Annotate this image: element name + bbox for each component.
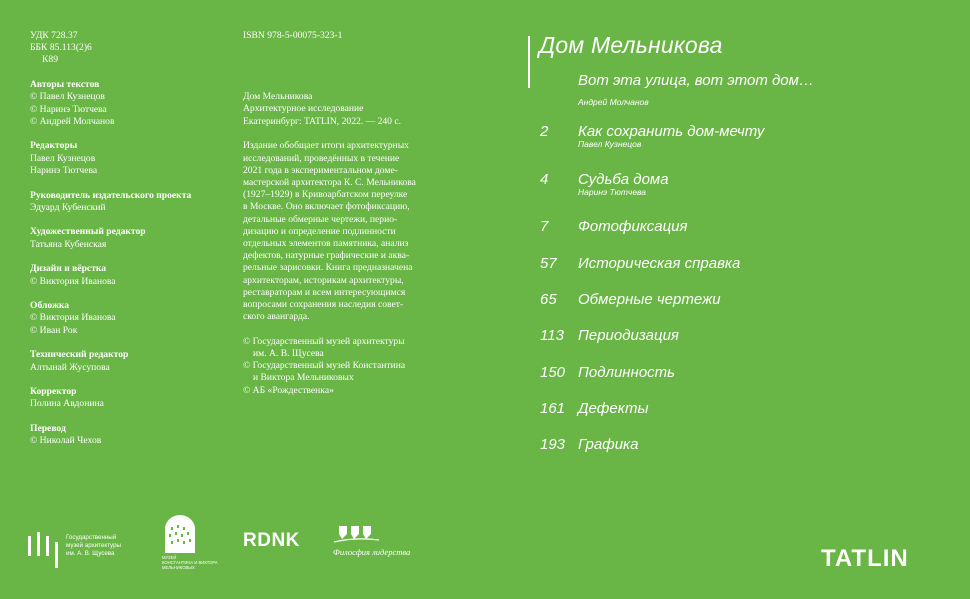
toc-entry-title: Как сохранить дом-мечту	[578, 123, 765, 140]
melnikov-logo-text	[162, 555, 218, 570]
annotation-line: отдельных элементов памятника, анализ	[243, 237, 409, 249]
credit-name: © Наринэ Тютчева	[30, 103, 107, 115]
copyright-block	[243, 336, 458, 397]
toc-entry-title: Периодизация	[578, 327, 679, 344]
toc-book-title: Дом Мельникова	[539, 32, 723, 58]
museum-logo-text	[66, 534, 121, 558]
copyright-line: и Виктора Мельниковых	[253, 372, 354, 384]
annotation-line: 2021 года в экспериментальном доме-	[243, 164, 398, 176]
toc-entry-title: Фотофиксация	[578, 218, 688, 235]
annotation-line: мастерской архитектора К. С. Мельникова	[243, 176, 416, 188]
annotation-line: дефектов, натурные графические и аква-	[243, 250, 410, 262]
toc-entry-author: Наринэ Тютчева	[578, 187, 647, 197]
credit-group	[30, 140, 220, 177]
credit-group	[30, 190, 220, 214]
author-mark: К89	[42, 54, 58, 66]
rdnk-logo: RDNK	[243, 530, 300, 551]
annotation-line: (1927–1929) в Кривоарбатском переулке	[243, 189, 408, 201]
annotation-line: в Москве. Оно включает фотофиксацию,	[243, 201, 410, 213]
credit-group	[30, 226, 220, 250]
credit-heading: Технический редактор	[30, 349, 129, 361]
toc-page-number: 57	[540, 255, 557, 272]
annotation-line: архитекторам, историкам архитектуры,	[243, 274, 404, 286]
toc-entry	[540, 436, 950, 460]
credit-name: Наринэ Тютчева	[30, 164, 98, 176]
museum-logo-line: им. А. В. Щусева	[66, 550, 115, 557]
credit-group	[30, 263, 220, 287]
annotation-line: Издание обобщает итоги архитектурных	[243, 140, 409, 152]
credit-group	[30, 300, 220, 337]
credit-heading: Перевод	[30, 423, 66, 435]
toc-page-number: 2	[540, 123, 549, 140]
melnikov-museum-logo	[162, 515, 222, 575]
toc-entry	[540, 327, 950, 351]
toc-page-number: 4	[540, 171, 549, 188]
imprint-publication: Екатеринбург: TATLIN, 2022. — 240 с.	[243, 115, 402, 127]
annotation-line: дизацию и определение подлинности	[243, 225, 396, 237]
credit-name: © Андрей Молчанов	[30, 115, 115, 127]
toc-page-number: 7	[540, 218, 549, 235]
credit-name: Полина Авдонина	[30, 398, 104, 410]
udk-code: УДК 728.37	[30, 30, 78, 41]
melnikov-house-icon	[162, 515, 198, 553]
toc-entry-author: Андрей Молчанов	[578, 97, 649, 107]
toc-entry	[540, 123, 950, 147]
imprint-title: Дом Мельникова	[243, 91, 313, 103]
toc-page-number: 193	[540, 436, 566, 453]
credit-name: Эдуард Кубенский	[30, 201, 106, 213]
toc-entry	[540, 171, 950, 195]
copyright-line: © Государственный музей Константина	[243, 360, 406, 372]
credit-group	[30, 79, 220, 128]
credit-heading: Авторы текстов	[30, 79, 100, 91]
credit-heading: Художественный редактор	[30, 226, 146, 238]
annotation-line: реставраторам и всем интересующимся	[243, 286, 406, 298]
toc-entry	[540, 218, 950, 242]
credit-name: © Николай Чехов	[30, 435, 102, 447]
toc-entry-title: Вот эта улица, вот этот дом…	[578, 72, 814, 89]
lsr-mark-icon	[333, 523, 383, 545]
copyright-line: © АБ «Рождественка»	[243, 384, 334, 396]
annotation-line: рельные зарисовки. Книга предназначена	[243, 262, 413, 274]
toc-entry	[540, 291, 950, 315]
melnikov-logo-line: МУЗЕЙ	[162, 555, 177, 560]
credit-list	[30, 79, 220, 447]
credit-heading: Дизайн и вёрстка	[30, 263, 107, 275]
toc-entry-author: Павел Кузнецов	[578, 139, 642, 149]
toc-entry	[540, 255, 950, 279]
museum-mark-icon	[28, 532, 64, 570]
credit-name: © Павел Кузнецов	[30, 91, 105, 103]
imprint-subtitle: Архитектурное исследование	[243, 103, 364, 115]
isbn: ISBN 978-5-00075-323-1	[243, 30, 343, 41]
credit-name: Павел Кузнецов	[30, 152, 96, 164]
credit-heading: Корректор	[30, 386, 77, 398]
credit-name: Алтынай Жусупова	[30, 361, 110, 373]
imprint-column	[243, 30, 458, 397]
bbk-code: ББК 85.113(2)6	[30, 42, 92, 54]
credit-name: © Иван Рок	[30, 324, 78, 336]
annotation-line: исследований, проведённых в течение	[243, 152, 400, 164]
toc-entry-title: Обмерные чертежи	[578, 291, 721, 308]
tatlin-logo: TATLIN	[821, 545, 909, 572]
credits-column	[30, 30, 220, 448]
toc-page-number: 113	[540, 327, 564, 344]
credit-name: © Виктория Иванова	[30, 275, 116, 287]
toc-entry	[540, 364, 950, 388]
toc-entry-title: Подлинность	[578, 364, 676, 381]
toc-page-number: 150	[540, 364, 566, 381]
toc-page-number: 161	[540, 400, 566, 417]
annotation-line: вопросами сохранения наследия совет-	[243, 298, 404, 310]
credit-name: © Виктория Иванова	[30, 312, 116, 324]
museum-logo-line: Государственный	[66, 534, 117, 541]
credit-heading: Редакторы	[30, 140, 78, 152]
credit-group	[30, 386, 220, 410]
lsr-slogan: Филосфия лидерства	[333, 547, 411, 557]
credit-group	[30, 349, 220, 373]
copyright-line: © Государственный музей архитектуры	[243, 335, 405, 347]
credit-heading: Обложка	[30, 300, 70, 312]
annotation-text	[243, 140, 458, 323]
credit-group	[30, 423, 220, 447]
toc-entry-title: Дефекты	[578, 400, 649, 417]
lsr-logo	[333, 523, 433, 568]
credit-name: Татьяна Кубенская	[30, 238, 107, 250]
toc-entry-title: Графика	[578, 436, 639, 453]
toc-entry	[540, 72, 950, 107]
toc-entry-title: Судьба дома	[578, 171, 669, 188]
toc-entry-title: Историческая справка	[578, 255, 741, 272]
melnikov-logo-line: КОНСТАНТИНА И ВИКТОРА	[162, 560, 218, 565]
annotation-line: ского авангарда.	[243, 311, 310, 323]
credit-heading: Руководитель издательского проекта	[30, 189, 192, 201]
toc-entry	[540, 400, 950, 424]
title-rule	[528, 36, 530, 88]
copyright-line: им. А. В. Щусева	[253, 348, 324, 360]
annotation-line: детальные обмерные чертежи, перио-	[243, 213, 398, 225]
museum-logo-line: музей архитектуры	[66, 542, 121, 549]
catalog-block	[30, 30, 220, 67]
melnikov-logo-line: МЕЛЬНИКОВЫХ	[162, 565, 195, 570]
toc-page-number: 65	[540, 291, 557, 308]
